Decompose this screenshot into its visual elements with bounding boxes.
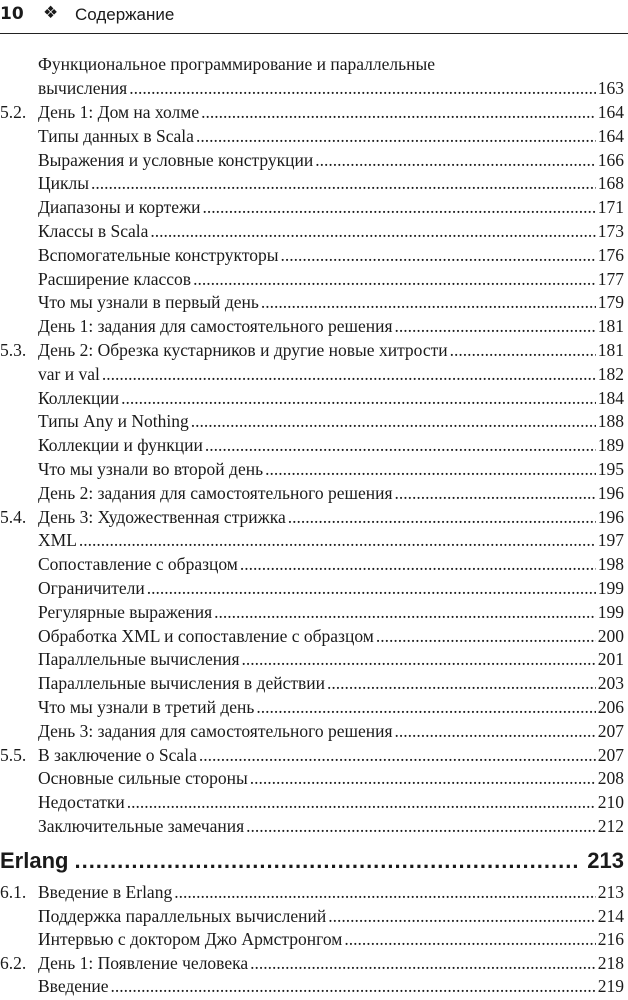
toc-page-number: 218 [597, 952, 624, 973]
page-header [0, 0, 628, 34]
toc-page-number: 184 [597, 387, 624, 408]
toc-entry[interactable] [0, 671, 624, 695]
toc-entry-title: Что мы узнали в первый день [38, 292, 259, 313]
toc-entry-title: Коллекции и функции [38, 435, 203, 456]
toc-page-number: 176 [597, 244, 624, 265]
toc-page-number: 164 [597, 102, 624, 122]
leader-dots [240, 552, 596, 576]
leader-dots [174, 880, 596, 904]
toc-page-number: 163 [597, 78, 624, 98]
toc-page-number: 182 [597, 363, 624, 384]
toc-page-number: 177 [597, 268, 624, 289]
toc-entry[interactable] [0, 290, 624, 314]
toc-entry-title-line1: Функциональное программирование и параллельные [38, 54, 436, 74]
toc-entry[interactable] [0, 790, 624, 814]
leader-dots [102, 362, 596, 386]
page-number: 10 [0, 4, 24, 24]
leader-dots [129, 76, 596, 100]
ornament-icon: ❖ [43, 3, 59, 23]
toc-page-number: 173 [597, 221, 624, 241]
toc-entry-title: Циклы [38, 173, 89, 194]
leader-dots [265, 457, 596, 481]
toc-entry[interactable] [0, 362, 624, 386]
toc-entry-title: var и val [38, 363, 100, 384]
leader-dots [328, 904, 596, 928]
toc-entry-title: День 3: Художественная стрижка [38, 506, 286, 527]
toc-entry-title: Сопоставление с образцом [38, 554, 238, 575]
leader-dots [196, 124, 596, 148]
toc-entry[interactable] [0, 600, 624, 624]
leader-dots [376, 624, 596, 648]
toc-entry[interactable] [0, 433, 624, 457]
toc-page-number: 188 [597, 411, 624, 432]
toc-section-number: 6.2. [0, 952, 27, 973]
toc-section-number: 5.3. [0, 340, 27, 360]
toc-entry[interactable] [0, 647, 624, 671]
toc-entry[interactable] [0, 171, 624, 195]
leader-dots [199, 743, 596, 767]
toc-entry[interactable] [0, 624, 624, 648]
toc-page-number: 213 [597, 882, 624, 902]
leader-dots [281, 243, 596, 267]
toc-entry-title: День 2: Обрезка кустарников и другие новые хитрости [38, 340, 448, 360]
leader-dots [242, 647, 596, 671]
toc-entry[interactable] [0, 814, 624, 838]
toc-entry[interactable] [0, 267, 624, 291]
toc-page-number: 171 [597, 197, 624, 218]
toc-page-number: 198 [597, 554, 624, 575]
toc-entry[interactable] [0, 974, 624, 998]
toc-section-number: 5.4. [0, 506, 27, 527]
toc-page-number: 200 [597, 625, 624, 646]
leader-dots [395, 481, 596, 505]
toc-entry-title: Обработка XML и сопоставление с образцом [38, 625, 374, 646]
toc-page-number: 199 [597, 601, 624, 622]
header-rule [0, 33, 628, 34]
toc-entry-title: Основные сильные стороны [38, 768, 248, 789]
toc-entry-title: День 3: задания для самостоятельного решения [38, 720, 393, 741]
leader-dots [261, 290, 596, 314]
toc-entry-title: Типы данных в Scala [38, 125, 194, 146]
toc-entry[interactable] [0, 528, 624, 552]
leader-dots [327, 671, 596, 695]
toc-entry-title: Поддержка параллельных вычислений [38, 905, 327, 926]
leader-dots [191, 409, 596, 433]
toc-entry-title: Введение [38, 976, 109, 996]
toc-entry-title: Введение в Erlang [38, 882, 173, 902]
toc-entry[interactable] [0, 243, 624, 267]
toc-entry[interactable] [0, 927, 624, 951]
toc-entry-title: Интервью с доктором Джо Армстронгом [38, 929, 343, 949]
leader-dots [450, 338, 596, 362]
toc-entry[interactable] [0, 719, 624, 743]
toc-page-number: 164 [597, 125, 624, 146]
toc-entry[interactable] [0, 695, 624, 719]
toc-page-number: 197 [597, 530, 624, 551]
toc-entry[interactable] [0, 124, 624, 148]
toc-entry[interactable] [0, 552, 624, 576]
leader-dots [395, 314, 596, 338]
leader-dots [288, 505, 596, 529]
leader-dots [74, 848, 581, 874]
leader-dots [91, 171, 596, 195]
leader-dots [395, 719, 596, 743]
toc-page-number: 203 [597, 673, 624, 694]
toc-entry-title: День 1: Появление человека [38, 952, 249, 973]
chapter-page-number: 213 [587, 848, 624, 873]
toc-page-number: 196 [597, 482, 624, 503]
toc-entry-title: Вспомогательные конструкторы [38, 244, 279, 265]
toc-entry[interactable] [0, 505, 624, 529]
toc-entry-title: Недостатки [38, 792, 125, 813]
leader-dots [111, 974, 596, 998]
toc-entry[interactable] [0, 481, 624, 505]
toc-entry-title: Типы Any и Nothing [38, 411, 189, 432]
toc-page-number: 189 [597, 435, 624, 456]
toc-page-number: 216 [597, 929, 624, 949]
toc-entry-title: вычисления [38, 78, 128, 98]
leader-dots [79, 528, 596, 552]
leader-dots [127, 790, 596, 814]
toc-entry-title: День 1: Дом на холме [38, 102, 200, 122]
toc-page-number: 195 [597, 459, 624, 479]
toc-entry[interactable] [0, 386, 624, 410]
toc-page-number: 210 [597, 792, 624, 813]
toc-entry-title: Параллельные вычисления [38, 649, 240, 670]
toc-page-number: 214 [597, 905, 624, 926]
toc-page-number: 206 [597, 697, 624, 717]
toc-entry[interactable] [0, 576, 624, 600]
toc-entry-title: Ограничители [38, 578, 145, 598]
leader-dots [214, 600, 596, 624]
toc-entry[interactable] [0, 314, 624, 338]
toc-entry-title: День 2: задания для самостоятельного решения [38, 482, 393, 503]
toc-page-number: 196 [597, 506, 624, 527]
toc-entry-title: Что мы узнали в третий день [38, 697, 255, 717]
toc-entry-title: Заключительные замечания [38, 816, 245, 836]
chapter-title: Erlang [0, 848, 69, 873]
leader-dots [344, 927, 595, 951]
toc-entry-title: Классы в Scala [38, 221, 149, 241]
toc-entry[interactable] [0, 148, 624, 172]
toc-entry-title: Выражения и условные конструкции [38, 149, 314, 170]
leader-dots [203, 195, 596, 219]
leader-dots [150, 219, 595, 243]
toc-entry[interactable] [0, 743, 624, 767]
toc-page-number: 181 [597, 340, 624, 360]
toc-page-number: 212 [597, 816, 624, 836]
toc-entry-title: День 1: задания для самостоятельного решения [38, 316, 393, 337]
leader-dots [315, 148, 596, 172]
leader-dots [201, 100, 596, 124]
leader-dots [205, 433, 596, 457]
toc-page-number: 179 [597, 292, 624, 313]
leader-dots [147, 576, 596, 600]
running-title: Содержание [75, 5, 175, 24]
toc-entry[interactable] [0, 76, 624, 100]
toc-page-number: 219 [597, 976, 624, 996]
toc-entry-title: Параллельные вычисления в действии [38, 673, 325, 694]
toc-section-number: 6.1. [0, 882, 27, 902]
toc-section-number: 5.2. [0, 102, 27, 122]
toc-entry[interactable] [0, 195, 624, 219]
toc-page-number: 181 [597, 316, 624, 337]
toc-entry-title: Диапазоны и кортежи [38, 197, 201, 218]
leader-dots [193, 267, 596, 291]
toc-page-number: 208 [597, 768, 624, 789]
leader-dots [250, 766, 596, 790]
toc-page-number: 201 [597, 649, 624, 670]
toc-page-number: 168 [597, 173, 624, 194]
toc-entry[interactable] [0, 219, 624, 243]
leader-dots [121, 386, 596, 410]
leader-dots [256, 695, 595, 719]
toc-section-number: 5.5. [0, 744, 27, 765]
toc-entry[interactable] [0, 904, 624, 928]
toc-page-number: 166 [597, 149, 624, 170]
toc-page-number: 207 [597, 720, 624, 741]
toc-entry-title: В заключение о Scala [38, 744, 197, 765]
toc-entry[interactable] [0, 100, 624, 124]
toc-entry[interactable] [0, 409, 624, 433]
toc-entry[interactable] [0, 457, 624, 481]
toc-page-number: 199 [597, 578, 624, 598]
toc-entry[interactable] [0, 338, 624, 362]
toc-entry-title: Регулярные выражения [38, 601, 213, 622]
toc-entry-title: Что мы узнали во второй день [38, 459, 264, 479]
toc-entry[interactable] [0, 951, 624, 975]
toc-entry[interactable] [0, 880, 624, 904]
toc-entry[interactable] [0, 766, 624, 790]
toc-entry-title: Расширение классов [38, 268, 192, 289]
leader-dots [246, 814, 596, 838]
toc-entry-title: XML [38, 530, 77, 551]
toc-page-number: 207 [597, 744, 624, 765]
chapter-heading[interactable] [0, 848, 624, 878]
leader-dots [250, 951, 596, 975]
toc-entry-title: Коллекции [38, 387, 120, 408]
